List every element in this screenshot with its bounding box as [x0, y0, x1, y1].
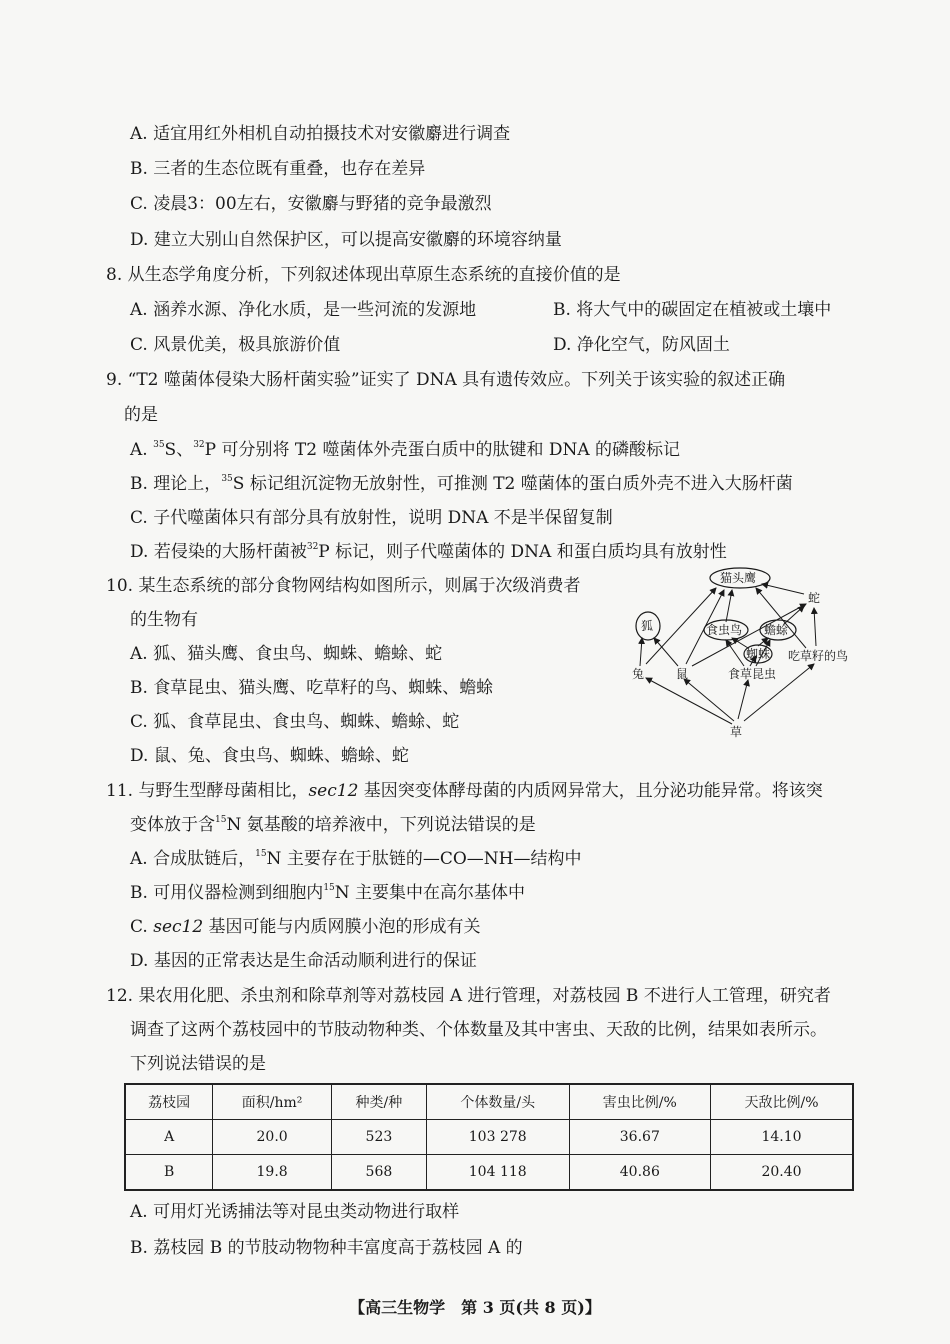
table-header: 害虫比例/%	[569, 1084, 711, 1120]
q10-stem-line2: 的生物有	[130, 610, 198, 630]
arrow-insectbird-owl	[726, 590, 732, 622]
q7-option-c: C. 凌晨3：00左右，安徽麝与野猪的竞争最激烈	[130, 194, 492, 214]
table-header: 种类/种	[331, 1084, 426, 1120]
web-grass-label: 草	[730, 725, 743, 739]
arrow-grass-insect	[738, 680, 748, 719]
q8-stem: 8. 从生态学角度分析，下列叙述体现出草原生态系统的直接价值的是	[106, 265, 621, 285]
q10-option-d: D. 鼠、兔、食虫鸟、蜘蛛、蟾蜍、蛇	[130, 746, 409, 766]
page-footer: 【高三生物学 第 3 页(共 8 页)】	[349, 1298, 601, 1317]
q12-stem-line1: 12. 果农用化肥、杀虫剂和除草剂等对荔枝园 A 进行管理，对荔枝园 B 不进行人工管理，研究者	[106, 986, 831, 1006]
web-owl-label: 猫头鹰	[720, 571, 757, 585]
q7-option-d: D. 建立大别山自然保护区，可以提高安徽麝的环境容纳量	[130, 230, 562, 250]
q9-option-b: B. 理论上，$^{35}$S 标记组沉淀物无放射性，可推测 T2 噬菌体的蛋白质外壳不进入大肠杆菌	[130, 474, 793, 494]
table-cell: 20.0	[213, 1120, 332, 1155]
table-cell: 40.86	[569, 1155, 711, 1191]
table-cell: 19.8	[213, 1155, 332, 1191]
table-cell: 14.10	[711, 1120, 853, 1155]
web-seedbird-label: 吃草籽的鸟	[788, 649, 849, 663]
table-header: 面积/hm²	[213, 1084, 332, 1120]
arrow-seedbird-snake	[814, 608, 816, 646]
q12-stem-line3: 下列说法错误的是	[130, 1054, 266, 1074]
q11-option-b: B. 可用仪器检测到细胞内$^{15}$N 主要集中在高尔基体中	[130, 883, 526, 903]
arrow-grass-mouse	[684, 679, 734, 721]
q10-option-c: C. 狐、食草昆虫、食虫鸟、蜘蛛、蟾蜍、蛇	[130, 712, 460, 732]
q12-option-b: B. 荔枝园 B 的节肢动物物种丰富度高于荔枝园 A 的	[130, 1238, 523, 1258]
q10-stem-line1: 10. 某生态系统的部分食物网结构如图所示，则属于次级消费者	[106, 576, 581, 596]
q11-stem-line1: 11. 与野生型酵母菌相比，sec12 基因突变体酵母菌的内质网异常大，且分泌功能异常。将该突	[106, 781, 823, 801]
q8-option-c: C. 风景优美，极具旅游价值	[130, 335, 341, 355]
web-mouse-label: 鼠	[676, 667, 689, 681]
arrow-seedbird-owl	[756, 588, 806, 648]
table-cell: 523	[331, 1120, 426, 1155]
q9-option-c: C. 子代噬菌体只有部分具有放射性，说明 DNA 不是半保留复制	[130, 508, 613, 528]
q8-option-d: D. 净化空气，防风固土	[553, 335, 730, 355]
table-cell: 568	[331, 1155, 426, 1191]
q7-option-a: A. 适宜用红外相机自动拍摄技术对安徽麝进行调查	[130, 124, 511, 144]
q10-option-b: B. 食草昆虫、猫头鹰、吃草籽的鸟、蜘蛛、蟾蜍	[130, 678, 494, 698]
table-row	[125, 1155, 853, 1191]
q11-stem-line2: 变体放于含$^{15}$N 氨基酸的培养液中，下列说法错误的是	[130, 815, 536, 835]
food-web-diagram	[628, 566, 868, 746]
q8-option-b: B. 将大气中的碳固定在植被或土壤中	[553, 300, 832, 320]
q7-option-b: B. 三者的生态位既有重叠，也存在差异	[130, 159, 426, 179]
arrow-grass-rabbit	[646, 678, 732, 724]
table-cell: B	[125, 1155, 213, 1191]
table-header-row	[125, 1084, 853, 1120]
arrow-rabbit-fox	[640, 638, 642, 666]
web-insect-label: 食草昆虫	[728, 667, 777, 681]
table-cell: 103 278	[426, 1120, 569, 1155]
q11-option-a: A. 合成肽链后，$^{15}$N 主要存在于肽链的—CO—NH—结构中	[130, 849, 582, 869]
web-rabbit-label: 兔	[632, 667, 645, 681]
table-header: 个体数量/头	[426, 1084, 569, 1120]
web-fox-label: 狐	[641, 619, 654, 633]
web-spider-label: 蜘蛛	[746, 647, 771, 661]
q9-option-a: A. $^{35}$S、$^{32}$P 可分别将 T2 噬菌体外壳蛋白质中的肽键和 DNA 的磷酸标记	[130, 440, 681, 460]
table-cell: 20.40	[711, 1155, 853, 1191]
table-cell: 104 118	[426, 1155, 569, 1191]
q9-stem-line2: 的是	[124, 405, 158, 425]
arrow-snake-owl	[762, 584, 804, 594]
q8-option-a: A. 涵养水源、净化水质，是一些河流的发源地	[130, 300, 477, 320]
q11-option-c: C. sec12 基因可能与内质网膜小泡的形成有关	[130, 917, 481, 937]
q12-option-a: A. 可用灯光诱捕法等对昆虫类动物进行取样	[130, 1202, 460, 1222]
web-toad-label: 蟾蜍	[764, 623, 789, 637]
q12-data-table	[124, 1083, 854, 1191]
table-cell: A	[125, 1120, 213, 1155]
table-row	[125, 1120, 853, 1155]
table-header: 天敌比例/%	[711, 1084, 853, 1120]
q9-stem-line1: 9. “T2 噬菌体侵染大肠杆菌实验”证实了 DNA 具有遗传效应。下列关于该实验的叙述正确	[106, 370, 786, 390]
table-cell: 36.67	[569, 1120, 711, 1155]
table-header: 荔枝园	[125, 1084, 213, 1120]
q10-option-a: A. 狐、猫头鹰、食虫鸟、蜘蛛、蟾蜍、蛇	[130, 644, 443, 664]
web-snake-label: 蛇	[808, 591, 821, 605]
q11-option-d: D. 基因的正常表达是生命活动顺利进行的保证	[130, 951, 477, 971]
web-insectbird-label: 食虫鸟	[706, 623, 743, 637]
q9-option-d: D. 若侵染的大肠杆菌被$^{32}$P 标记，则子代噬菌体的 DNA 和蛋白质均具有放射性	[130, 542, 727, 562]
q12-stem-line2: 调查了这两个荔枝园中的节肢动物种类、个体数量及其中害虫、天敌的比例，结果如表所示。	[130, 1020, 827, 1040]
